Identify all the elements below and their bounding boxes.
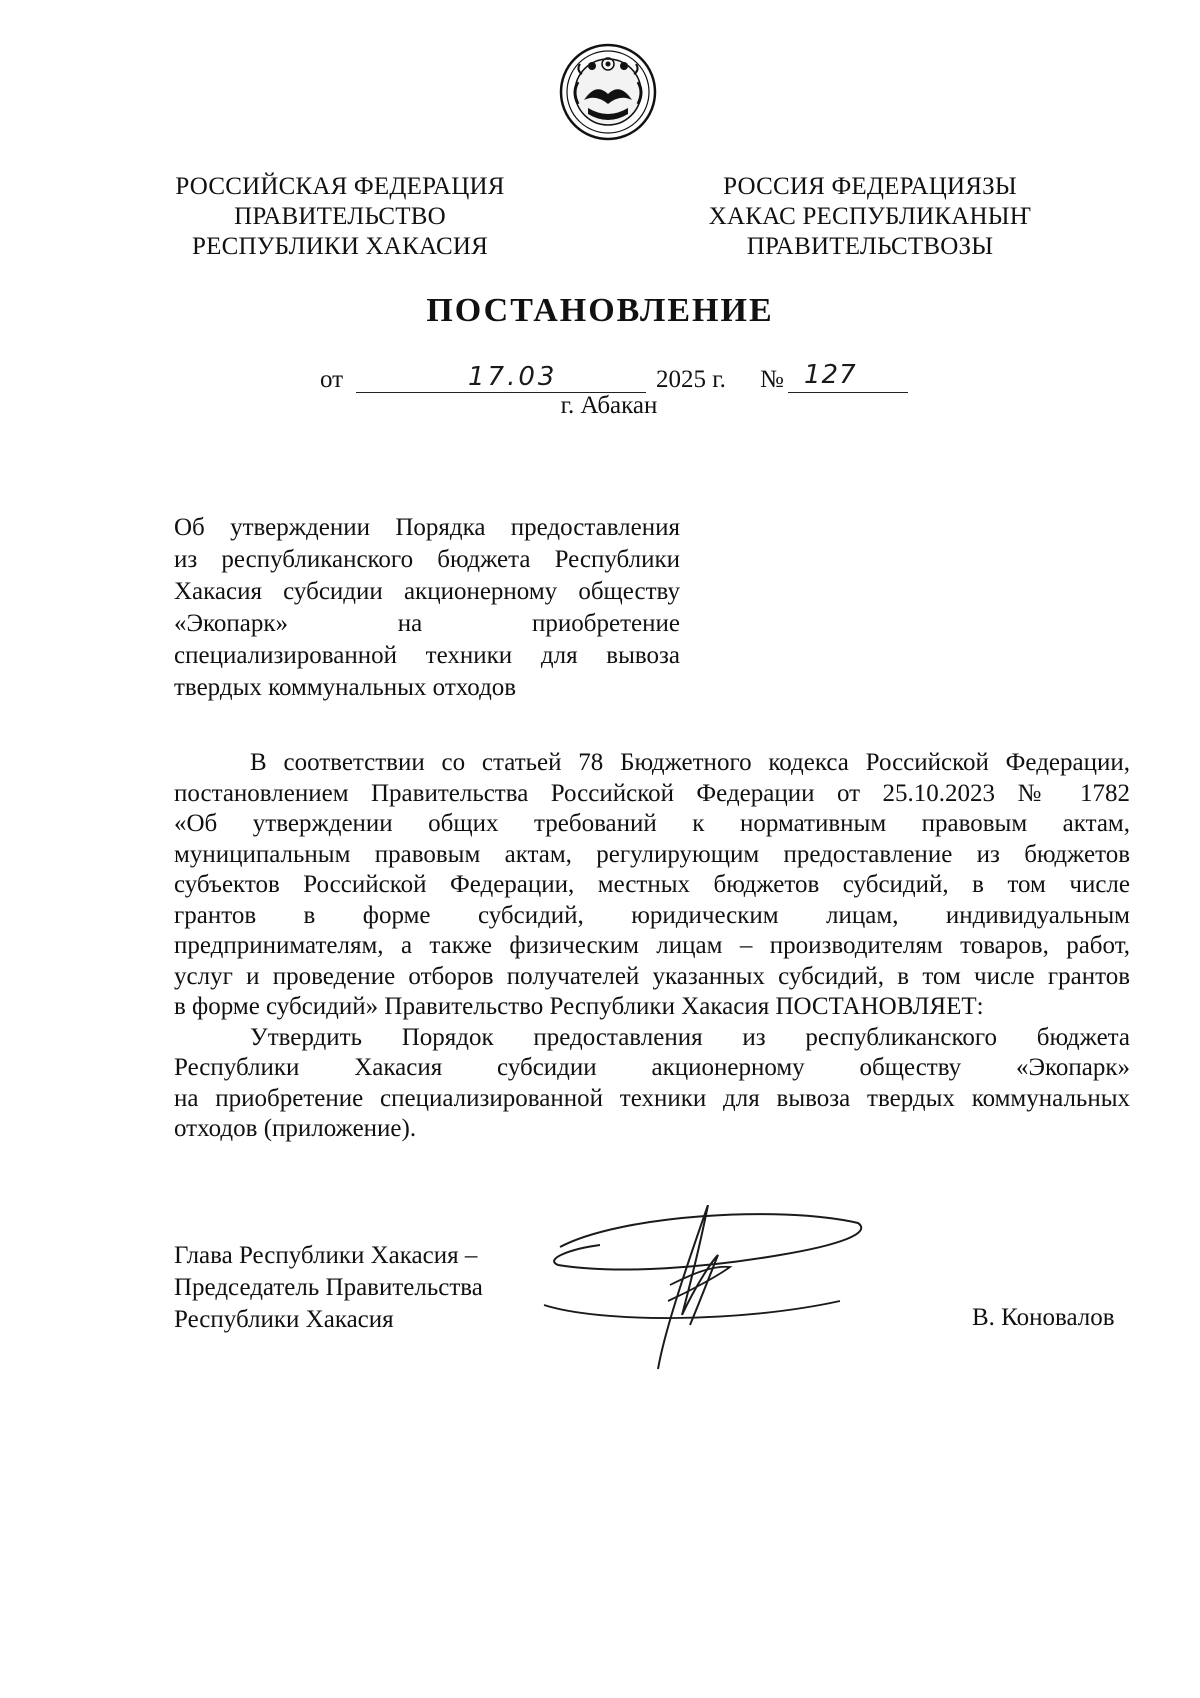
- body-line: «Об утверждении общих требований к нормативным правовым актам,: [174, 810, 1130, 837]
- city-name: г. Абакан: [560, 392, 658, 419]
- number-sign: №: [760, 366, 784, 393]
- subject-line: «Экопарк» на приобретение: [174, 610, 680, 637]
- body-line: в форме субсидий» Правительство Республики Хакасия ПОСТАНОВЛЯЕТ:: [174, 993, 984, 1020]
- body-line: услуг и проведение отборов получателей указанных субсидий, в том числе грантов: [174, 962, 1130, 990]
- header-right-line: ПРАВИТЕЛЬСТВОЗЫ: [746, 233, 994, 260]
- header-left-line: РОССИЙСКАЯ ФЕДЕРАЦИЯ: [175, 173, 505, 200]
- body-line: постановлением Правительства Российской Федерации от 25.10.2023 № 1782: [174, 779, 1130, 807]
- body-line: Утвердить Порядок предоставления из республиканского бюджета: [250, 1023, 1130, 1051]
- header-left-line: ПРАВИТЕЛЬСТВО: [234, 203, 446, 230]
- date-prefix: от: [320, 366, 344, 393]
- body-line: муниципальным правовым актам, регулирующим предоставление из бюджетов: [174, 840, 1130, 868]
- body-line: субъектов Российской Федерации, местных бюджетов субсидий, в том числе: [174, 871, 1130, 898]
- body-line: отходов (приложение).: [174, 1115, 417, 1142]
- subject-block: [174, 512, 680, 704]
- header-right-line: ХАКАС РЕСПУБЛИКАНЫҤ: [708, 203, 1032, 230]
- position-line: Республики Хакасия: [174, 1306, 394, 1333]
- position-line: Глава Республики Хакасия –: [174, 1242, 478, 1269]
- body-line: на приобретение специализированной техники для вывоза твердых коммунальных: [174, 1084, 1130, 1112]
- subject-line: специализированной техники для вывоза: [174, 642, 680, 669]
- body-line: В соответствии со статьей 78 Бюджетного кодекса Российской Федерации,: [250, 749, 1130, 776]
- header-right-line: РОССИЯ ФЕДЕРАЦИЯЗЫ: [723, 173, 1017, 200]
- subject-line: Об утверждении Порядка предоставления: [174, 514, 680, 541]
- body-line: предпринимателям, а также физическим лицам – производителям товаров, работ,: [174, 932, 1130, 959]
- coat-of-arms-emblem: [558, 42, 658, 142]
- signatory-name: В. Коновалов: [972, 1304, 1115, 1331]
- handwritten-date: 17.03: [468, 362, 558, 392]
- subject-line: Хакасия субсидии акционерному обществу: [174, 578, 680, 605]
- handwritten-number: 127: [804, 360, 857, 390]
- subject-line: твердых коммунальных отходов: [174, 674, 517, 701]
- header-left-line: РЕСПУБЛИКИ ХАКАСИЯ: [192, 233, 488, 260]
- body-text: [174, 748, 1130, 1145]
- document-title: ПОСТАНОВЛЕНИЕ: [426, 292, 774, 329]
- body-line: грантов в форме субсидий, юридическим лицам, индивидуальным: [174, 901, 1130, 929]
- handwritten-signature: [540, 1205, 880, 1370]
- body-line: Республики Хакасия субсидии акционерному обществу «Экопарк»: [174, 1054, 1130, 1081]
- position-line: Председатель Правительства: [174, 1274, 483, 1301]
- header-left: [170, 172, 510, 262]
- signatory-position: [174, 1240, 514, 1336]
- subject-line: из республиканского бюджета Республики: [174, 546, 680, 573]
- header-right: [700, 172, 1040, 262]
- year-text: 2025 г.: [656, 366, 726, 393]
